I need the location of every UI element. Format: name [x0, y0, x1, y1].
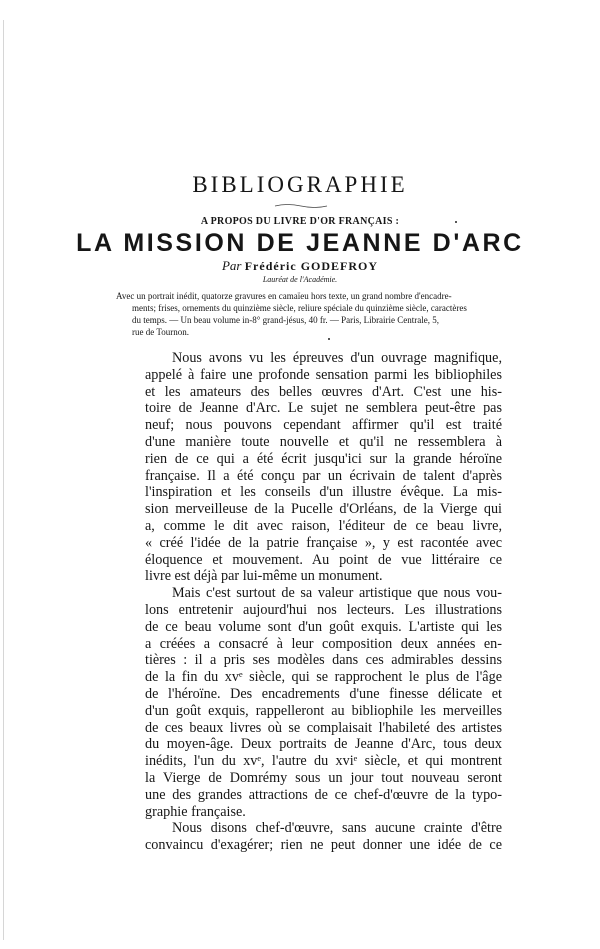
body-line: de ces beaux livres où se complaisait l'habileté des artistes: [145, 719, 502, 736]
body-line: Nous avons vu les épreuves d'un ouvrage magnifique,: [172, 350, 502, 366]
body-line: livre est déjà par lui-même un monument.: [145, 568, 383, 585]
body-line: toire de Jeanne d'Arc. Le sujet ne semblera peut-être pas: [145, 400, 502, 417]
body-line: tières : il a pris ses modèles dans ces admirables dessins: [145, 652, 502, 669]
speck: [328, 338, 330, 340]
article-body: [145, 350, 502, 854]
body-line: d'une manière toute nouvelle et qu'il ne ressemblera à: [145, 433, 502, 450]
body-line: inédits, l'un du xvᵉ, l'autre du xviᵉ siècle, et qui montrent: [145, 753, 502, 770]
author-label: Par: [221, 258, 242, 273]
description-line: rue de Tournon.: [132, 327, 189, 337]
body-line: sion merveilleuse de la Pucelle d'Orléans, de la Vierge qui: [145, 501, 502, 518]
body-line: convaincu d'exagérer; rien ne peut donner une idée de ce: [145, 837, 502, 854]
body-line: de l'héroïne. Des encadrements d'une finesse délicate et: [145, 685, 502, 702]
title-ornament: [273, 203, 329, 209]
description-line: du temps. — Un beau volume in-8° grand-jésus, 40 fr. — Paris, Librairie Centrale, 5,: [132, 315, 440, 325]
section-title: BIBLIOGRAPHIE: [192, 172, 408, 197]
description-line: Avec un portrait inédit, quatorze gravures en camaïeu hors texte, un grand nombre d'encadre-: [116, 291, 452, 301]
body-line: rien de ce qui a été écrit jusqu'ici sur la grande héroïne: [145, 450, 502, 467]
body-line: de la fin du xvᵉ siècle, qui se rapprochent le plus de l'âge: [145, 669, 502, 686]
body-line: Nous disons chef-d'œuvre, sans aucune crainte d'être: [172, 820, 502, 837]
author-name: Frédéric GODEFROY: [244, 259, 379, 273]
body-line: la Vierge de Domrémy sous un jour tout nouveau seront: [145, 769, 502, 786]
body-line: éloquence et mouvement. Au point de vue littéraire ce: [145, 551, 502, 568]
body-line: lons entretenir aujourd'hui nos lecteurs. Les illustrations: [145, 601, 502, 618]
body-line: une des grandes attractions de ce chef-d'œuvre de la typo-: [145, 786, 502, 803]
body-line: française. Il a été conçu par un écrivain de talent d'après: [145, 467, 502, 484]
body-line: Mais c'est surtout de sa valeur artistique que nous vou-: [172, 585, 502, 602]
page-edge-rule: [3, 20, 4, 940]
body-line: du moyen-âge. Deux portraits de Jeanne d'Arc, tous deux: [145, 736, 502, 753]
subheading: A PROPOS DU LIVRE D'OR FRANÇAIS :: [200, 216, 400, 227]
body-line: l'inspiration et les conseils d'un illustre évêque. La mis-: [145, 484, 502, 501]
body-line: d'un goût exquis, rappelleront au bibliophile les merveilles: [145, 702, 502, 719]
body-line: neuf; nous pouvons cependant affirmer qu'il est traité: [145, 417, 502, 434]
speck: [455, 221, 457, 223]
body-line: appelé à faire une profonde sensation parmi les bibliophiles: [145, 366, 502, 383]
body-line: « créé l'idée de la patrie française », y est racontée avec: [145, 534, 502, 551]
body-line: graphie française.: [145, 803, 246, 820]
author-line: [0, 258, 600, 274]
body-line: a, comme le dit avec raison, l'éditeur de ce beau livre,: [145, 517, 502, 534]
description-line: ments; frises, ornements du quinzième siècle, reliure spéciale du quinzième siècle, caractères: [132, 303, 467, 313]
body-line: de ce beau volume sont d'un goût exquis. L'artiste qui les: [145, 618, 502, 635]
body-line: et les amateurs des belles œuvres d'Art. C'est une his-: [145, 383, 502, 400]
author-honor: Lauréat de l'Académie.: [262, 275, 338, 284]
body-line: a créées a consacré à leur composition deux années en-: [145, 635, 502, 652]
book-description: [116, 290, 496, 338]
book-title: LA MISSION DE JEANNE D'ARC: [76, 229, 524, 257]
